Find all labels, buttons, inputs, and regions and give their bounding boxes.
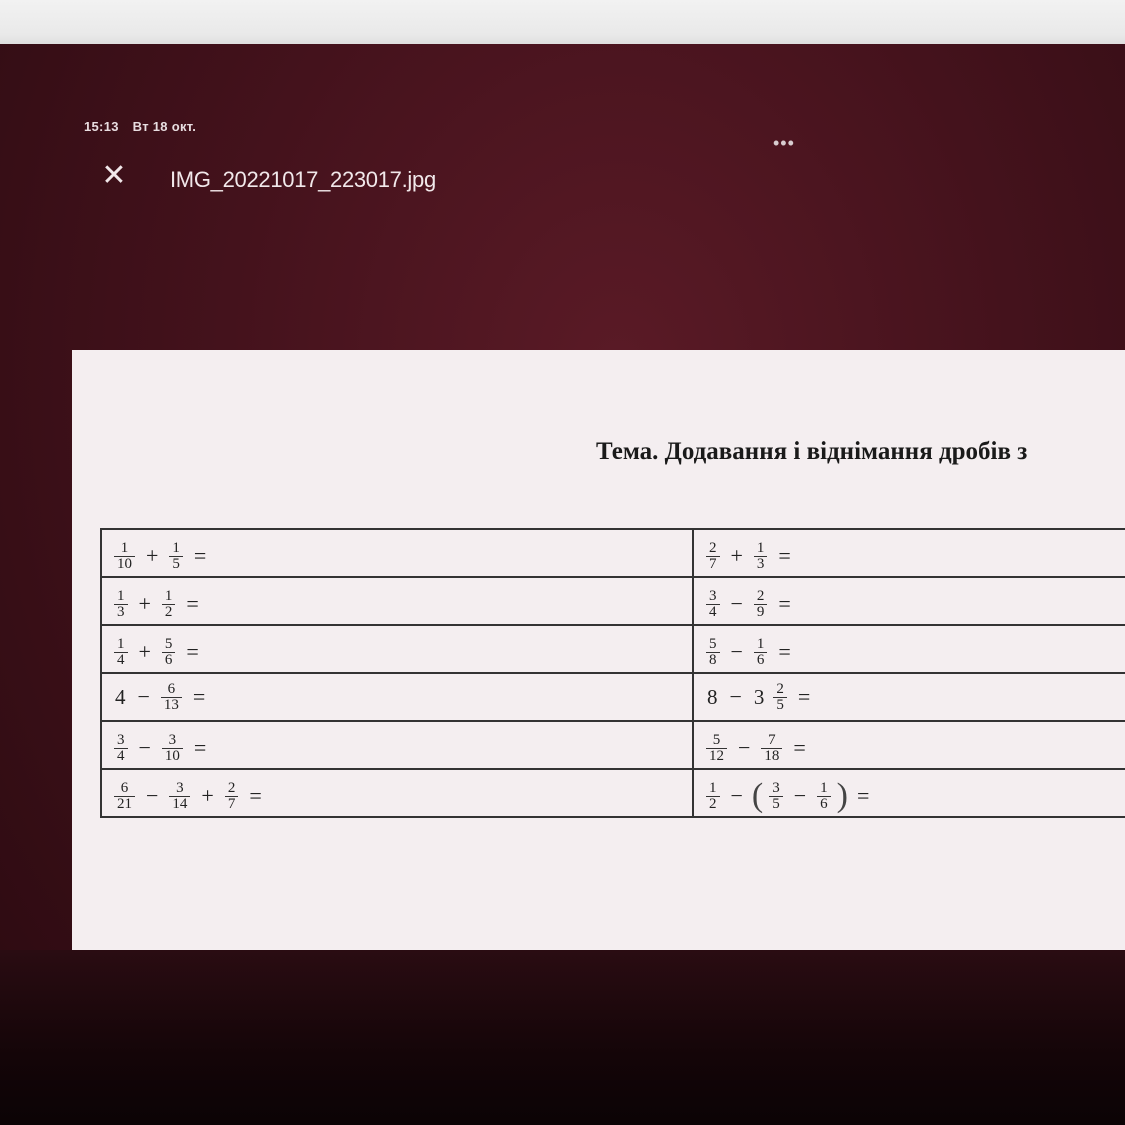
operator: +: [138, 591, 151, 616]
denominator: 13: [161, 697, 182, 713]
exercise-cell-left: [101, 673, 693, 721]
fraction: [114, 541, 135, 572]
exercise-cell-left: [101, 769, 693, 817]
denominator: 2: [162, 604, 176, 620]
fraction: [706, 541, 720, 572]
table-row: [101, 673, 1125, 721]
math-expression: [704, 541, 796, 572]
numerator: 3: [772, 779, 780, 796]
denominator: 3: [754, 556, 768, 572]
exercise-table: [100, 528, 1125, 818]
worksheet-title: Тема. Додавання і віднімання дробів з: [596, 438, 1028, 465]
math-expression: [112, 637, 204, 668]
operator: =: [793, 735, 806, 760]
whole-number: 3: [753, 684, 765, 709]
operator: −: [730, 639, 743, 664]
operator: −: [729, 684, 742, 709]
fraction: [706, 637, 720, 668]
math-expression: [704, 777, 874, 814]
denominator: 21: [114, 796, 135, 812]
close-icon[interactable]: ✕: [101, 159, 127, 192]
math-expression: [112, 682, 210, 713]
numerator: 5: [709, 635, 717, 652]
fraction: [161, 682, 182, 713]
denominator: 7: [225, 796, 239, 812]
worksheet-image: [72, 350, 1125, 950]
numerator: 1: [756, 539, 765, 556]
math-expression: [112, 541, 211, 572]
denominator: 2: [706, 796, 720, 812]
file-name-title: IMG_20221017_223017.jpg: [170, 167, 436, 192]
numerator: 5: [164, 635, 173, 652]
numerator: 3: [117, 731, 125, 748]
operator: =: [778, 543, 791, 568]
fraction: [114, 781, 135, 812]
operator: −: [138, 735, 151, 760]
more-options-icon[interactable]: •••: [773, 133, 795, 153]
table-row: [101, 769, 1125, 817]
status-bar: [84, 119, 206, 134]
fraction: [769, 781, 783, 812]
operator: =: [193, 735, 207, 760]
numerator: 3: [709, 587, 717, 604]
denominator: 8: [706, 652, 720, 668]
numerator: 1: [120, 539, 129, 556]
operator: =: [778, 639, 791, 664]
exercise-cell-left: [101, 577, 693, 625]
exercise-cell-right: [693, 577, 1125, 625]
fraction: [706, 733, 727, 764]
table-row: [101, 721, 1125, 769]
fraction: [169, 541, 183, 572]
math-expression: [112, 781, 267, 812]
operator: +: [730, 543, 743, 568]
operator: +: [138, 639, 151, 664]
denominator: 6: [817, 796, 831, 812]
numerator: 2: [776, 680, 784, 697]
denominator: 18: [761, 748, 782, 764]
fraction: [162, 637, 176, 668]
denominator: 3: [114, 604, 128, 620]
math-expression: [704, 637, 796, 668]
numerator: 5: [712, 731, 721, 748]
numerator: 6: [120, 779, 129, 796]
numerator: 6: [167, 680, 176, 697]
exercise-cell-left: [101, 721, 693, 769]
operator: −: [146, 783, 159, 808]
status-time: 15:13: [84, 119, 119, 134]
numerator: 3: [168, 731, 177, 748]
numerator: 2: [756, 587, 765, 604]
fraction: [754, 589, 768, 620]
whole-number: 4: [115, 684, 126, 709]
exercise-cell-left: [101, 625, 693, 673]
numerator: 1: [172, 539, 180, 556]
table-row: [101, 625, 1125, 673]
operator: =: [797, 684, 811, 709]
numerator: 1: [820, 779, 828, 796]
numerator: 2: [227, 779, 236, 796]
operator: +: [146, 543, 159, 568]
exercise-cell-right: [693, 721, 1125, 769]
fraction: [169, 781, 190, 812]
numerator: 1: [117, 587, 125, 604]
operator: +: [201, 783, 214, 808]
fraction: [761, 733, 782, 764]
fraction: [162, 733, 183, 764]
denominator: 7: [706, 556, 720, 572]
denominator: 5: [773, 697, 787, 713]
fraction: [773, 682, 787, 713]
numerator: 2: [709, 539, 717, 556]
parenthesis: ): [836, 777, 848, 814]
operator: −: [730, 783, 743, 808]
denominator: 10: [162, 748, 183, 764]
denominator: 6: [162, 652, 176, 668]
fraction: [754, 637, 768, 668]
math-expression: [704, 589, 796, 620]
operator: =: [186, 591, 199, 616]
table-row: [101, 577, 1125, 625]
status-date: Вт 18 окт.: [132, 119, 197, 134]
denominator: 10: [114, 556, 135, 572]
parenthesis: (: [751, 777, 764, 814]
math-expression: [112, 589, 204, 620]
denominator: 14: [169, 796, 190, 812]
exercise-cell-right: [693, 769, 1125, 817]
operator: =: [193, 543, 207, 568]
operator: =: [857, 783, 870, 808]
math-expression: [112, 733, 211, 764]
operator: −: [730, 591, 743, 616]
numerator: 1: [709, 779, 717, 796]
operator: =: [778, 591, 791, 616]
operator: =: [249, 783, 262, 808]
denominator: 9: [754, 604, 768, 620]
fraction: [114, 589, 128, 620]
operator: −: [793, 783, 807, 808]
fraction: [706, 589, 720, 620]
operator: −: [738, 735, 751, 760]
denominator: 5: [169, 556, 183, 572]
math-expression: [704, 682, 815, 713]
fraction: [114, 637, 128, 668]
denominator: 12: [706, 748, 727, 764]
exercise-cell-right: [693, 625, 1125, 673]
operator: =: [192, 684, 206, 709]
exercise-cell-right: [693, 673, 1125, 721]
fraction: [114, 733, 128, 764]
exercise-cell-right: [693, 529, 1125, 577]
table-row: [101, 529, 1125, 577]
numerator: 1: [756, 635, 765, 652]
denominator: 6: [754, 652, 768, 668]
numerator: 3: [176, 779, 184, 796]
operator: −: [137, 684, 150, 709]
exercise-cell-left: [101, 529, 693, 577]
screen-bottom-shadow: [0, 950, 1125, 1125]
operator: =: [186, 639, 199, 664]
fraction: [162, 589, 176, 620]
numerator: 1: [117, 635, 125, 652]
numerator: 7: [768, 731, 776, 748]
fraction: [817, 781, 831, 812]
fraction: [754, 541, 768, 572]
fraction: [225, 781, 239, 812]
whole-number: 8: [707, 684, 718, 709]
denominator: 4: [114, 748, 128, 764]
fraction: [706, 781, 720, 812]
math-expression: [704, 733, 811, 764]
numerator: 1: [164, 587, 173, 604]
denominator: 5: [769, 796, 783, 812]
denominator: 4: [706, 604, 720, 620]
denominator: 4: [114, 652, 128, 668]
